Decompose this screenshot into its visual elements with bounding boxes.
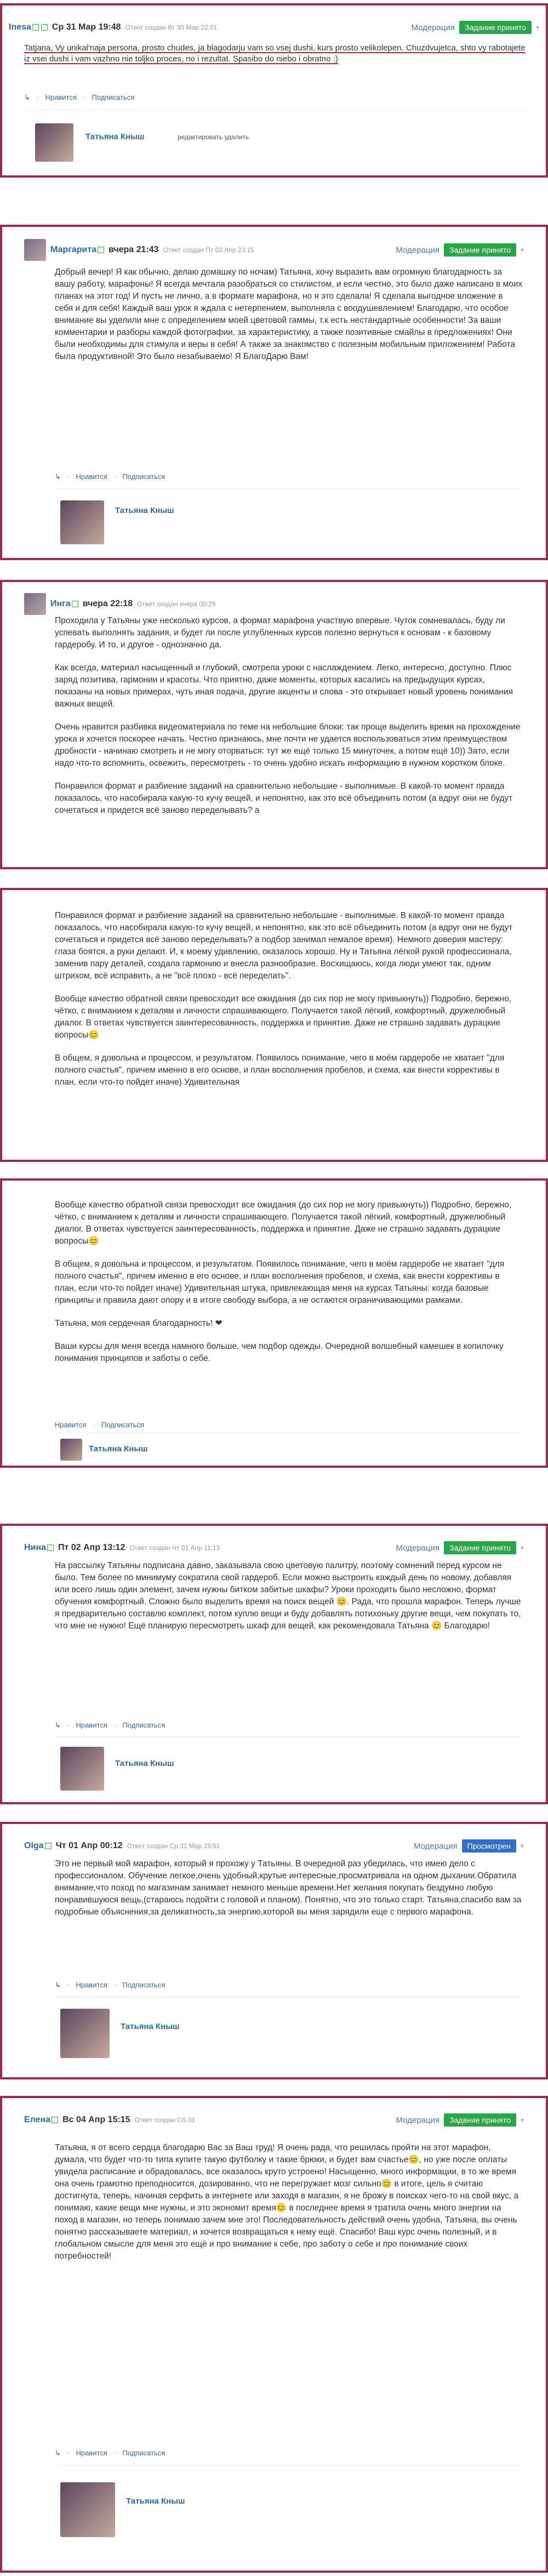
comment-paragraph: Проходила у Татьяны уже несколько курсов, а формат марафона участвую впервые. Чуток сомневалась, буду ли успевать выполнять задания, и будет ли после углубленных курсов полезно вернуться к основам - к базовому гардеробу. И то, и другое - однозначно да.	[55, 616, 505, 649]
author-name[interactable]: Елена	[24, 2115, 51, 2124]
reply-author[interactable]: Татьяна Кныш	[85, 132, 145, 141]
comment-card	[0, 225, 548, 560]
chevron-down-icon[interactable]: ▾	[520, 1544, 524, 1552]
comment-body	[55, 910, 523, 1088]
comment-body	[55, 1858, 523, 1918]
comment-date: Чт 01 Апр 00:12	[55, 1841, 123, 1850]
like-link[interactable]: Нравится	[76, 1721, 107, 1729]
moderation-link[interactable]: Модерация	[411, 22, 455, 32]
chevron-down-icon[interactable]: ▾	[520, 246, 524, 254]
comment-header	[2, 2109, 546, 2131]
reply-author[interactable]: Татьяна Кныш	[121, 2022, 180, 2031]
comment-card	[0, 1822, 548, 2079]
comment-date: вчера 21:43	[109, 245, 159, 254]
flag-icon	[41, 24, 48, 31]
comment-paragraph: Как всегда, материал насыщенный и глубокий, смотрела уроки с наслаждением. Легко, интересно, доступно. Плюс заряд позитива, гармонии и красоты. Что приятно, даже моменты, которых касались на предыдущих курсах, показаны на новых примерах, чуть иная подача, другие акценты и слова - это открывает новый уровень понимания важных вещей.	[55, 663, 513, 709]
like-link[interactable]: Нравится	[55, 1421, 87, 1429]
comment-paragraph: На рассылку Татьяны подписана давно, заказывала свою цветовую палитру, поэтому сомнений перед курсом не было. Тем более по минимуму сократила свой гардероб. Если можно выстроить каждый день по новому, добавляя или всего лишь один элемент, зачем нужны битком забитые шкафы? Уроки проходить было несложно, формат обучения комфортный. Сложно было выделить время на поиск вещей 😊. Рада, что прошла марафон. Теперь лучше я предварительно составлю комплект, потом куплю вещи и буду добавлять потихоньку другие вещи, чем покупать то, что мне не нужно! Ещё планирую пересмотреть шкаф для вещей, как рекомендовала Татьяна 😊 Благодарю!	[55, 1561, 521, 1631]
comment-body	[24, 43, 526, 65]
like-link[interactable]: Нравится	[76, 1981, 107, 1989]
moderation-link[interactable]: Модерация	[396, 245, 439, 255]
moderation-link[interactable]: Модерация	[396, 2115, 439, 2125]
comment-date: Пт 02 Апр 13:12	[58, 1543, 125, 1552]
reply-arrow-icon[interactable]: ↳	[55, 1721, 61, 1729]
like-link[interactable]: Нравится	[45, 93, 77, 101]
like-link[interactable]: Нравится	[76, 472, 107, 481]
verified-icon	[98, 247, 104, 253]
comment-body	[55, 1199, 523, 1365]
comment-actions: ↳ · Нравится · Подписаться	[55, 1721, 165, 1729]
comment-paragraph: Tatjana, Vy unikal'naja persona, prosto chudes, ja blagodarju vam so vsej dushi, kurs prosto velikolepen. Chuzdvujetca, shto vy rabotajete iz vsei dushi i vam vazhno nie toljko proces, no i rezultat. Spasibo do niebo i obratno :)	[24, 43, 526, 64]
comment-meta: Ответ создан Пт 02 Апр 23:15	[163, 246, 254, 254]
reply-arrow-icon[interactable]: ↳	[55, 472, 61, 481]
reply-author[interactable]: Татьяна Кныш	[115, 506, 174, 515]
comment-date: вчера 22:18	[82, 599, 133, 608]
comment-header	[2, 239, 546, 261]
comment-header	[2, 16, 546, 38]
status-badge[interactable]: Задание принято	[444, 243, 516, 257]
comment-paragraph: Понравился формат и разбиение заданий на сравнительно небольшие - выполнимые. В какой-то момент правда показалось, что насобирала какую-то кучу вещей, и непонятно, как это всё объединить потом (а вдруг они не будут сочетаться и придется всё заново переделывать? а подбор занимал немалое время). Немного доверия мастеру: глаза боятся, а руки делают. И, к моему удивлению, оказалось хорошо. Ну и Татьяна лёгкой рукой профессионала, заменив пару деталей, создала гармонию и внесла разнообразие. Восхищаюсь, когда люди умеют так, одним штрихом, всё исправить, а не "всё плохо - всё переделать".	[55, 911, 513, 981]
comment-meta: Ответ создан Ср 31 Мар 19:51	[127, 1842, 220, 1850]
comment-paragraph: Это не первый мой марафон, который я прохожу у Татьяны. В очередной раз убедилась, что имею дело с профессионалом. Обучение легкое,очень удобный,крутые интересные,просматривала на одном дыхании.Обратила внимание,что поход по магазинам занимает немного меньше времени.Нет желания покупать бездумно любую понравившуюся вещь,(стараюсь подойти с головой и планом). Понятно, что это только старт. Татьяна,спасибо вам за подробные объяснения,за деликатность,за энергию,которой вы меня зарядили еще с первого марафона.	[55, 1859, 522, 1917]
comment-date: Вс 04 Апр 15:15	[62, 2115, 130, 2124]
verified-icon	[32, 24, 39, 31]
comment-actions: ↳ · Нравится · Подписаться	[24, 93, 135, 101]
comment-card	[0, 580, 548, 869]
moderation-link[interactable]: Модерация	[413, 1841, 458, 1851]
author-name[interactable]: Olga	[24, 1841, 44, 1850]
comment-paragraph: Татьяна, я от всего сердца благодарю Вас за Ваш труд! Я очень рада, что решилась пройти на этот марафон, думала, что будет что-то типа купите такую футболку и такие брюки, и будет вам счастье😊, но уже после оплаты увидела расписание и обрадовалась, все оказалось круто устроено! Насыщенно, много информации, в то же время она очень грамотно преподносится, дозированно, что не перегружает мозг сильно😊 в итоге, цель я считаю достигнута, теперь, начиная серфить в интернете или заходя в магазин, я не брожу в поисках чего-то на свой вкус, а понимаю, какие вещи мне нужны, и это экономит время😊 в последнее время я тратила очень много энергии на поход в магазин, но теперь понимаю зачем мне это! Последовательность действий очень удобна, Татьяна, вы очень понятно рассказываете материал, и хочется возвращаться к нему ещё. Спасибо! Ваш курс очень полезный, и в глобальном смысле для меня это ещё и про внимание к себе, про заботу о себе и про понимание своих потребностей!	[55, 2143, 519, 2261]
avatar	[60, 500, 104, 544]
comment-date: Ср 31 Мар 19:48	[52, 22, 121, 32]
verified-icon	[45, 1843, 52, 1849]
reply-block	[24, 110, 526, 164]
avatar	[60, 2482, 115, 2537]
comment-body	[55, 615, 523, 817]
comment-actions: ↳ · Нравится · Подписаться	[55, 1981, 165, 1989]
comment-body	[55, 1560, 523, 1632]
comment-paragraph: Добрый вечер! Я как обычно, делаю домашку по ночам) Татьяна, хочу выразить вам огромную благодарность за вашу работу, марафоны! Я всегда мечтала разобраться со стилистом, и если честно, это было даже написано в моих планах на этот год! И пусть не лично, а в формате марафона, но я это сделала! Я сделала выгодное вложение в себя и для себя! Каждый ваш урок я ждала с нетерпением, выполняла с воодушевлением! Благодарю, что особое внимание вы уделили мне с определением моей цветовой гаммы, т.к есть нестандартные особенности! За ваши комментарии и разборы каждой фотографии, за характеристику, а также позитивные смайлы в предложениях! Они были необходимы для стимула и веры в себя! А также за знакомство с полезным мобильным приложением! Работа была продуктивной! Это было незабываемо! Я БлагоДарю Вам!	[55, 267, 523, 361]
chevron-down-icon[interactable]: ▾	[520, 1842, 524, 1850]
comment-actions: ↳ · Нравится · Подписаться	[55, 2449, 165, 2457]
comment-actions: Нравится · Подписаться	[55, 1421, 144, 1429]
reply-block	[55, 1736, 523, 1797]
avatar	[35, 123, 73, 162]
reply-arrow-icon[interactable]: ↳	[24, 93, 30, 101]
comment-card	[0, 3, 548, 178]
comment-header	[2, 1537, 546, 1559]
comment-paragraph: Ваши курсы для меня всегда намного больше, чем подбор одежды. Очередной волшебный камешек в копилочку понимания принципов и заботы о себе.	[55, 1342, 504, 1363]
comment-meta: Ответ создан Сб 03	[134, 2116, 195, 2124]
subscribe-link[interactable]: Подписаться	[122, 2449, 165, 2457]
comment-body	[55, 2142, 523, 2262]
subscribe-link[interactable]: Подписаться	[101, 1421, 144, 1429]
status-badge[interactable]: Просмотрен	[462, 1839, 516, 1853]
avatar[interactable]	[24, 593, 46, 615]
verified-icon	[47, 1545, 54, 1551]
verified-icon	[52, 2117, 58, 2123]
reply-author[interactable]: Татьяна Кныш	[115, 1759, 174, 1768]
comment-body	[55, 266, 523, 363]
comment-meta: Ответ создан вчера 00:29	[137, 600, 216, 608]
reply-author[interactable]: Татьяна Кныш	[126, 2497, 185, 2506]
comment-paragraph: Татьяна, моя сердечная благодарность! ❤	[55, 1319, 222, 1328]
comment-paragraph: Вообще качество обратной связи превосходит все ожидания (до сих пор не могу привыкнуть)) Подробно, бережно, чётко, с вниманием к деталям и личности спрашивающего. Получается такой лёгкий, комфортный, дружелюбный диалог. В ответах чувствуется заинтересованность, поддержка и принятие. Даже не страшно задавать дурацкие вопросы😊	[55, 1200, 512, 1246]
avatar	[60, 1439, 82, 1461]
avatar	[60, 1747, 104, 1791]
reply-block	[55, 2465, 523, 2558]
author-name[interactable]: Нина	[24, 1543, 46, 1552]
reply-author[interactable]: Татьяна Кныш	[89, 1444, 148, 1454]
comment-paragraph: В общем, я довольна и процессом, и результатом. Появилось понимание, чего в моём гардеробе не хватает "для полного счастья", причем именно в его основе, и план восполнения пробелов, и схема, как внести коррективы в план, если что-то пойдет иначе) Удивительная	[55, 1053, 505, 1087]
subscribe-link[interactable]: Подписаться	[122, 1721, 165, 1729]
comment-header	[2, 1835, 546, 1857]
verified-icon	[72, 601, 78, 607]
comment-paragraph: В общем, я довольна и процессом, и результатом. Появилось понимание, чего в моём гардеробе не хватает "для полного счастья", причем именно в его основе, и план восполнения пробелов, и схема, как внести коррективы в план, если что-то пойдет иначе) Удивительная штука, привлекающая меня на курсах Татьяны: когда базовые принципы и правила дают опору и в итоге свободу выбора, а не остаются ограничивающими рамками.	[55, 1259, 505, 1305]
status-badge[interactable]: Задание принято	[444, 1541, 516, 1554]
status-badge[interactable]: Задание принято	[444, 2113, 516, 2127]
subscribe-link[interactable]: Подписаться	[122, 1981, 165, 1989]
reply-arrow-icon[interactable]: ↳	[55, 2449, 61, 2457]
comment-actions: ↳ · Нравится · Подписаться	[55, 472, 165, 481]
moderation-link[interactable]: Модерация	[396, 1543, 439, 1553]
chevron-down-icon[interactable]: ▾	[535, 24, 539, 31]
chevron-down-icon[interactable]: ▾	[520, 2116, 524, 2124]
comment-paragraph: Очень нравится разбивка видеоматериала по теме на небольшие блоки: так проще выделить время на прохождение урока и хочется поскорее начать. Честно признаюсь, мне почти не удается воспользоваться этим преимуществом дробности - начинаю смотреть и не могу оторваться: тут же ещё только 15 минуточек, а потом ещё 10)) Зато, если надо что-то вспомнить, освежить, пересмотреть - то очень удобно искать информацию в нужном коротком блоке.	[55, 722, 521, 768]
comment-card	[0, 1178, 548, 1468]
reply-actions	[178, 133, 249, 141]
comment-meta: Ответ создан Чт 01 Апр 11:13	[129, 1544, 220, 1552]
avatar	[60, 2009, 110, 2058]
comment-header	[2, 593, 546, 615]
reply-block	[55, 1997, 523, 2068]
delete-link[interactable]: удалить	[224, 133, 249, 141]
comment-card	[0, 2096, 548, 2573]
comment-card	[0, 888, 548, 1162]
author-name[interactable]: Inesa	[9, 22, 31, 32]
avatar[interactable]	[24, 239, 46, 261]
comment-meta: Ответ создан Вт 30 Мар 22:01	[125, 24, 218, 31]
author-name[interactable]: Инга	[50, 599, 71, 608]
comment-card	[0, 1524, 548, 1804]
reply-block	[55, 489, 523, 549]
reply-arrow-icon[interactable]: ↳	[55, 1981, 61, 1989]
author-name[interactable]: Маргарита	[50, 245, 97, 254]
reply-block	[55, 1433, 523, 1466]
edit-link[interactable]: редактировать	[178, 133, 223, 141]
like-link[interactable]: Нравится	[76, 2449, 107, 2457]
comment-paragraph: Понравился формат и разбиение заданий на сравнительно небольшие - выполнимые. В какой-то момент правда показалось, что насобирала какую-то кучу вещей, и непонятно, как это всё объединить потом (а вдруг они не будут сочетаться и придется всё заново переделывать? а	[55, 782, 513, 815]
status-badge[interactable]: Задание принято	[459, 21, 532, 34]
subscribe-link[interactable]: Подписаться	[92, 93, 135, 101]
comment-paragraph: Вообще качество обратной связи превосходит все ожидания (до сих пор не могу привыкнуть)) Подробно, бережно, чётко, с вниманием к деталям и личности спрашивающего. Получается такой лёгкий, комфортный, дружелюбный диалог. В ответах чувствуется заинтересованность, поддержка и принятие. Даже не страшно задавать дурацкие вопросы😊	[55, 994, 512, 1040]
subscribe-link[interactable]: Подписаться	[122, 472, 165, 481]
